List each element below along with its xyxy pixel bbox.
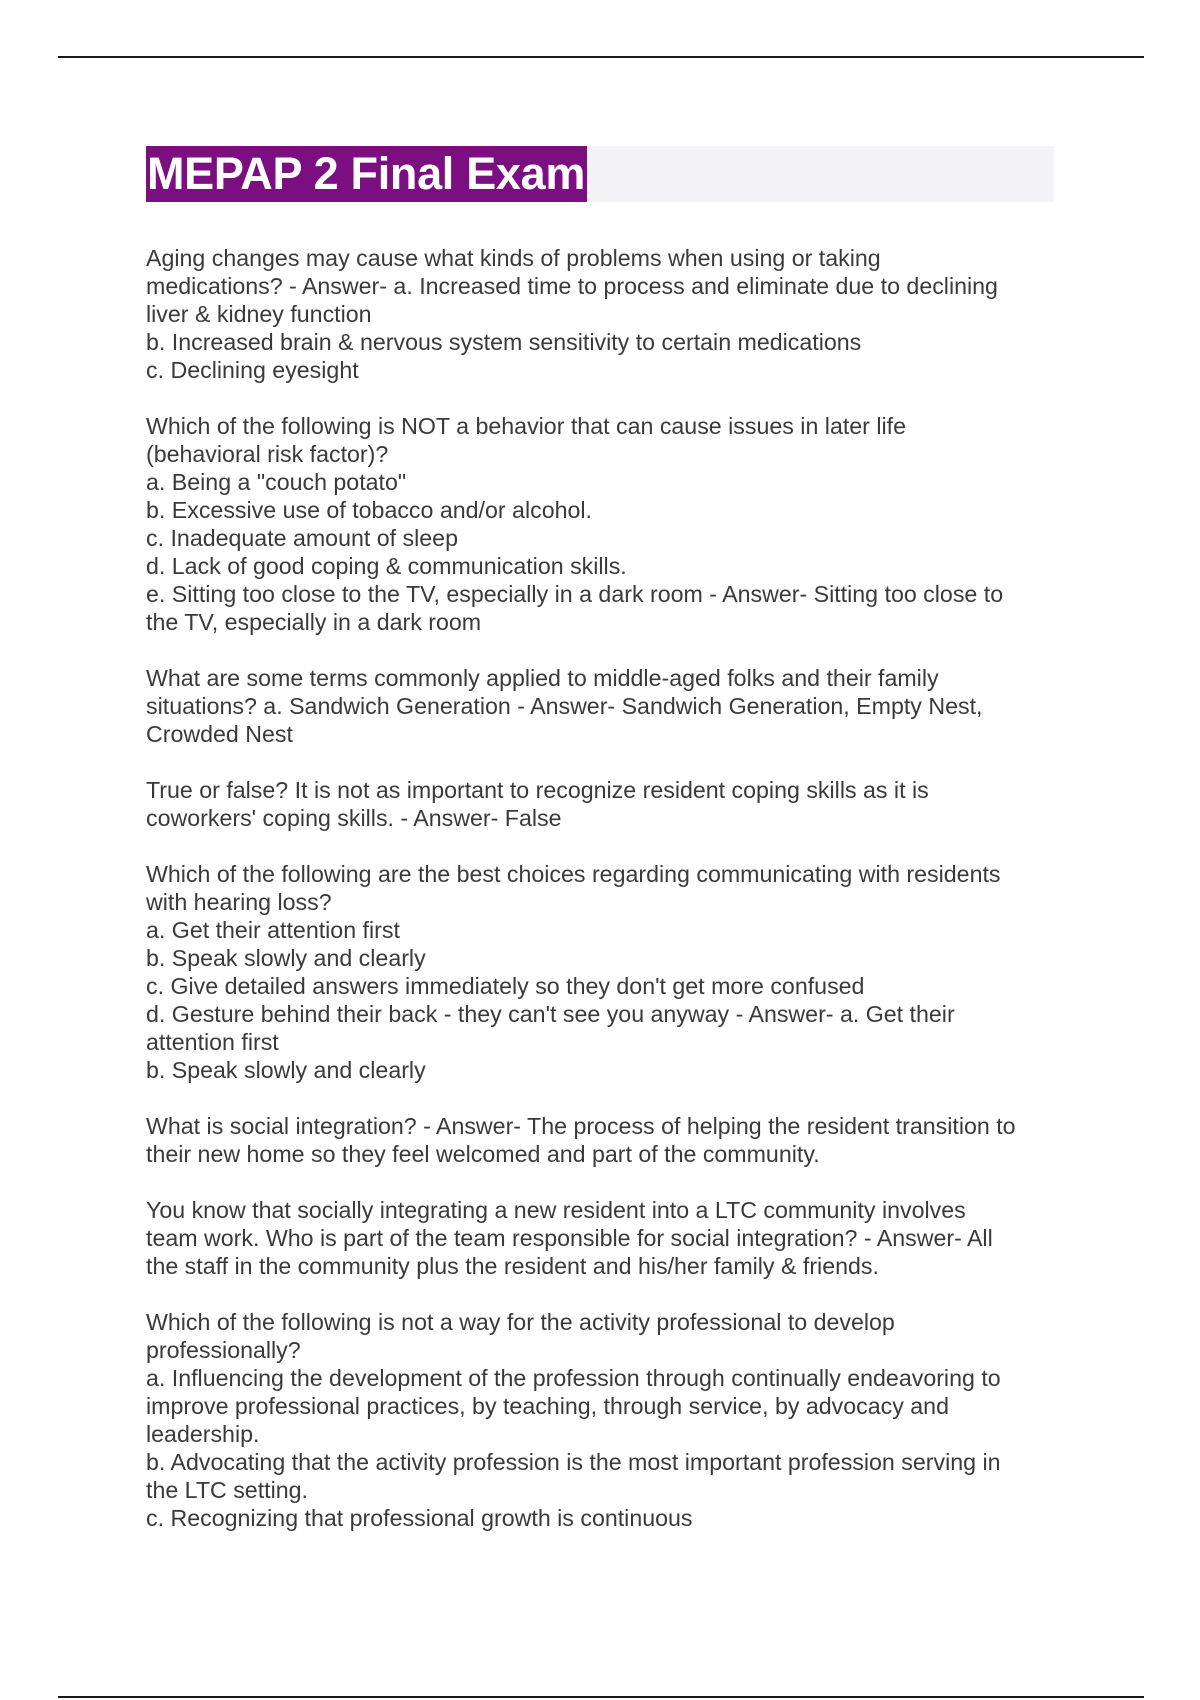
text-line: What is social integration? - Answer- The process of helping the resident transition to [146,1113,1016,1139]
text-line: d. Gesture behind their back - they can't see you anyway - Answer- a. Get their [146,1001,955,1027]
text-line: team work. Who is part of the team responsible for social integration? - Answer- All [146,1225,993,1251]
text-line: e. Sitting too close to the TV, especially in a dark room - Answer- Sitting too close to [146,581,1004,607]
text-line: c. Give detailed answers immediately so they don't get more confused [146,973,865,999]
text-line: Crowded Nest [146,721,293,747]
text-line: a. Get their attention first [146,917,400,943]
text-line: professionally? [146,1337,301,1363]
text-line: d. Lack of good coping & communication skills. [146,553,627,579]
text-line: improve professional practices, by teaching, through service, by advocacy and [146,1393,949,1419]
text-line: c. Declining eyesight [146,357,359,383]
qa-block [146,1196,1076,1280]
text-line: b. Increased brain & nervous system sensitivity to certain medications [146,329,862,355]
bottom-rule [58,1696,1144,1698]
text-line: the staff in the community plus the resident and his/her family & friends. [146,1253,879,1279]
qa-block [146,1308,1076,1532]
text-line: Which of the following is NOT a behavior that can cause issues in later life [146,413,906,439]
qa-block [146,664,1076,748]
text-line: b. Advocating that the activity profession is the most important profession serving in [146,1449,1001,1475]
text-line: Aging changes may cause what kinds of problems when using or taking [146,245,881,271]
text-line: coworkers' coping skills. - Answer- False [146,805,562,831]
page-title: MEPAP 2 Final Exam [146,146,587,202]
top-rule [58,56,1144,58]
qa-block [146,860,1076,1084]
text-line: You know that socially integrating a new resident into a LTC community involves [146,1197,966,1223]
text-line: True or false? It is not as important to recognize resident coping skills as it is [146,777,929,803]
text-line: medications? - Answer- a. Increased time to process and eliminate due to declining [146,273,998,299]
text-line: b. Excessive use of tobacco and/or alcohol. [146,497,592,523]
qa-block [146,244,1076,384]
text-line: liver & kidney function [146,301,372,327]
text-line: Which of the following are the best choices regarding communicating with residents [146,861,1001,887]
qa-block [146,776,1076,832]
text-line: a. Influencing the development of the profession through continually endeavoring to [146,1365,1001,1391]
text-line: leadership. [146,1421,260,1447]
document-body [146,244,1076,1560]
text-line: b. Speak slowly and clearly [146,1057,426,1083]
text-line: their new home so they feel welcomed and part of the community. [146,1141,820,1167]
text-line: situations? a. Sandwich Generation - Answer- Sandwich Generation, Empty Nest, [146,693,983,719]
text-line: What are some terms commonly applied to middle-aged folks and their family [146,665,939,691]
text-line: attention first [146,1029,279,1055]
text-line: with hearing loss? [146,889,332,915]
text-line: the TV, especially in a dark room [146,609,482,635]
text-line: the LTC setting. [146,1477,308,1503]
text-line: a. Being a "couch potato" [146,469,407,495]
text-line: b. Speak slowly and clearly [146,945,426,971]
text-line: Which of the following is not a way for the activity professional to develop [146,1309,895,1335]
title-banner [146,146,1054,202]
qa-block [146,1112,1076,1168]
text-line: c. Inadequate amount of sleep [146,525,458,551]
text-line: c. Recognizing that professional growth is continuous [146,1505,693,1531]
text-line: (behavioral risk factor)? [146,441,389,467]
qa-block [146,412,1076,636]
